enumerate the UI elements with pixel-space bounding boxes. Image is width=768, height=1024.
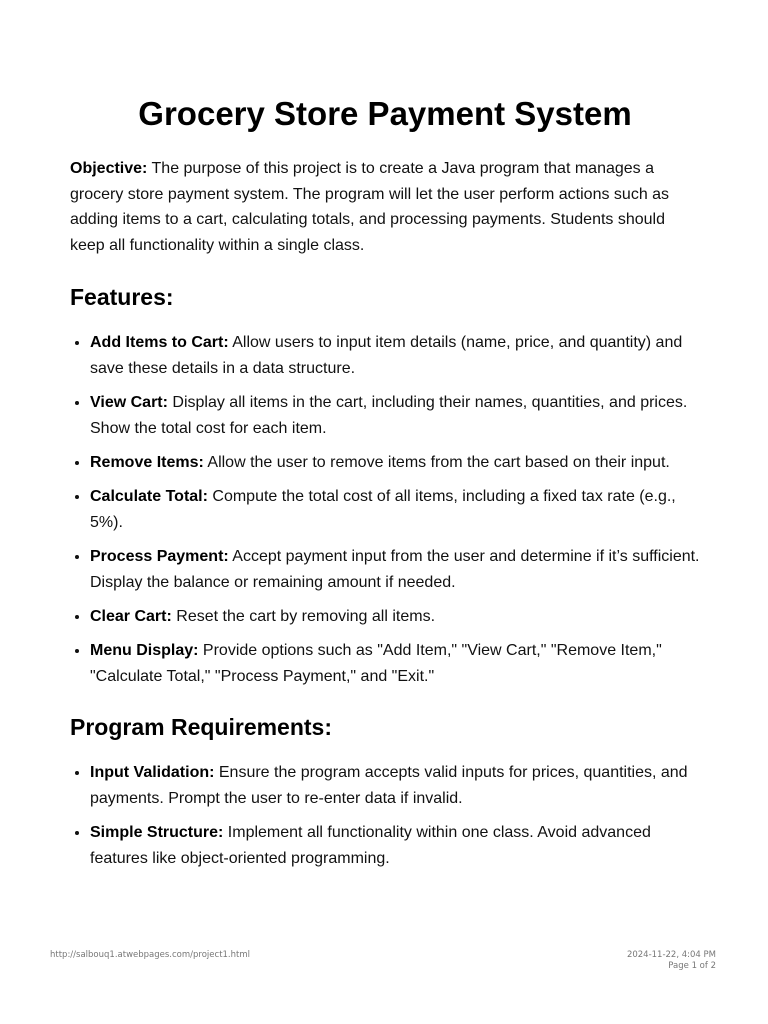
item-label: View Cart: [90, 394, 168, 411]
objective-paragraph [70, 156, 700, 258]
requirements-list [70, 760, 700, 872]
item-label: Add Items to Cart: [90, 334, 229, 351]
item-label: Clear Cart: [90, 608, 172, 625]
list-item [90, 450, 700, 476]
item-text: Ensure the program accepts valid inputs for prices, quantities, and payments. Prompt the user to re-enter data if invalid. [90, 764, 688, 807]
item-text: Compute the total cost of all items, including a fixed tax rate (e.g., 5%). [90, 488, 676, 531]
item-label: Remove Items: [90, 454, 204, 471]
item-label: Process Payment: [90, 548, 229, 565]
item-label: Menu Display: [90, 642, 199, 659]
features-list [70, 330, 700, 690]
list-item [90, 820, 700, 872]
item-text: Allow the user to remove items from the cart based on their input. [203, 454, 670, 471]
item-text: Reset the cart by removing all items. [171, 608, 436, 625]
item-label: Calculate Total: [90, 488, 208, 505]
document-body [70, 94, 700, 894]
footer-url: http://salbouq1.atwebpages.com/project1.html [50, 950, 250, 960]
list-item [90, 638, 700, 690]
footer-datetime: 2024-11-22, 4:04 PM [626, 950, 716, 960]
list-item [90, 330, 700, 382]
objective-label: Objective: [70, 160, 148, 177]
page-title: Grocery Store Payment System [138, 95, 632, 132]
item-text: Allow users to input item details (name, price, and quantity) and save these details in a data structure. [90, 334, 683, 377]
objective-text: The purpose of this project is to create a Java program that manages a grocery store payment system. The program will let the user perform actions such as adding items to a cart, calculating totals, and processing payments. Students should keep all functionality within a single class. [70, 160, 670, 254]
list-item [90, 544, 700, 596]
footer-page-number: Page 1 of 2 [668, 961, 716, 971]
item-text: Display all items in the cart, including their names, quantities, and prices. Show the total cost for each item. [90, 394, 688, 437]
item-label: Simple Structure: [90, 824, 224, 841]
list-item [90, 604, 700, 630]
features-heading: Features: [70, 284, 174, 310]
item-label: Input Validation: [90, 764, 215, 781]
list-item [90, 484, 700, 536]
list-item [90, 760, 700, 812]
list-item [90, 390, 700, 442]
requirements-heading: Program Requirements: [70, 714, 333, 740]
footer-meta [627, 950, 716, 972]
item-text: Provide options such as "Add Item," "View Cart," "Remove Item," "Calculate Total," "Process Payment," and "Exit." [90, 642, 662, 685]
item-text: Implement all functionality within one class. Avoid advanced features like object-oriented programming. [90, 824, 651, 867]
item-text: Accept payment input from the user and determine if it’s sufficient. Display the balance or remaining amount if needed. [90, 548, 700, 591]
